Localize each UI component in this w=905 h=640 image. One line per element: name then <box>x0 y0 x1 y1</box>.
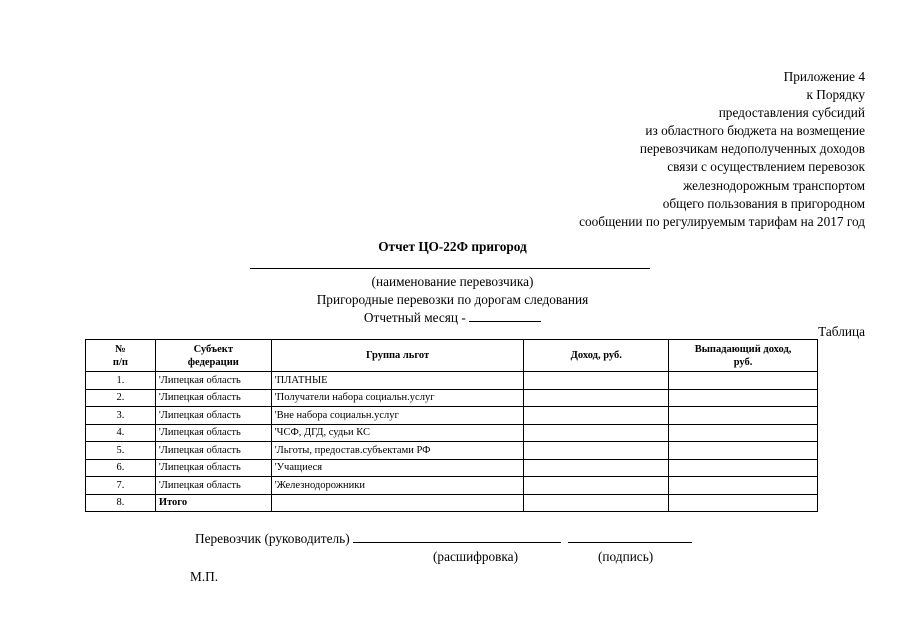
report-title: Отчет ЦО-22Ф пригород <box>378 239 527 254</box>
month-label: Отчетный месяц - <box>363 310 466 325</box>
cell-lost-income <box>669 494 818 512</box>
stamp-label: М.П. <box>190 569 219 584</box>
cell-income <box>524 372 669 390</box>
appendix-line: сообщении по регулируемым тарифам на 2017 год <box>579 213 865 229</box>
cell-group: 'Вне набора социальн.услуг <box>271 407 524 425</box>
cell-subject: 'Липецкая область <box>155 477 271 495</box>
report-subtitle: Пригородные перевозки по дорогам следования <box>316 292 589 307</box>
cell-income <box>524 424 669 442</box>
carrier-caption: (наименование перевозчика) <box>371 274 534 289</box>
table-header-row <box>86 340 818 372</box>
appendix-block <box>579 68 865 231</box>
table-total-row <box>86 494 818 512</box>
cell-num: 5. <box>86 442 156 460</box>
month-blank-line <box>469 309 541 322</box>
carrier-name-line <box>250 268 650 269</box>
cell-subject: 'Липецкая область <box>155 459 271 477</box>
cell-lost-income <box>669 372 818 390</box>
cell-num: 2. <box>86 389 156 407</box>
cell-num: 6. <box>86 459 156 477</box>
cell-income <box>524 477 669 495</box>
cell-lost-income <box>669 424 818 442</box>
header-lost-income: Выпадающий доход, руб. <box>669 340 818 372</box>
cell-lost-income <box>669 407 818 425</box>
cell-income <box>524 389 669 407</box>
sign-line <box>568 530 692 543</box>
table-row <box>86 424 818 442</box>
cell-num: 3. <box>86 407 156 425</box>
cell-num: 8. <box>86 494 156 512</box>
cell-group: 'Учащиеся <box>271 459 524 477</box>
table-row <box>86 407 818 425</box>
cell-group: 'Железнодорожники <box>271 477 524 495</box>
cell-subject: 'Липецкая область <box>155 407 271 425</box>
cell-num: 4. <box>86 424 156 442</box>
cell-income <box>524 459 669 477</box>
appendix-line: предоставления субсидий <box>718 105 865 121</box>
table-row <box>86 389 818 407</box>
decode-line <box>353 530 561 543</box>
cell-income <box>524 442 669 460</box>
sign-caption: (подпись) <box>598 549 654 564</box>
cell-group: 'ПЛАТНЫЕ <box>271 372 524 390</box>
header-num: № п/п <box>86 340 156 372</box>
appendix-line: связи с осуществлением перевозок <box>667 159 865 175</box>
cell-lost-income <box>669 389 818 407</box>
signature-row <box>195 530 692 547</box>
cell-subject: 'Липецкая область <box>155 372 271 390</box>
header-group: Группа льгот <box>271 340 524 372</box>
cell-income <box>524 494 669 512</box>
appendix-line: из областного бюджета на возмещение <box>645 123 865 139</box>
header-subject: Субъект федерации <box>155 340 271 372</box>
cell-total-label: Итого <box>155 494 271 512</box>
cell-lost-income <box>669 459 818 477</box>
cell-subject: 'Липецкая область <box>155 424 271 442</box>
decode-caption: (расшифровка) <box>433 549 519 564</box>
table-row <box>86 442 818 460</box>
cell-num: 7. <box>86 477 156 495</box>
cell-lost-income <box>669 442 818 460</box>
cell-group: 'Получатели набора социальн.услуг <box>271 389 524 407</box>
appendix-line: железнодорожным транспортом <box>683 177 865 193</box>
table-row <box>86 459 818 477</box>
table-caption: Таблица <box>818 324 865 339</box>
table-row <box>86 372 818 390</box>
table-row <box>86 477 818 495</box>
cell-subject: 'Липецкая область <box>155 442 271 460</box>
cell-group <box>271 494 524 512</box>
header-income: Доход, руб. <box>524 340 669 372</box>
appendix-line: общего пользования в пригородном <box>662 195 865 211</box>
appendix-line: к Порядку <box>806 87 865 103</box>
carrier-label: Перевозчик (руководитель) <box>195 531 350 546</box>
cell-group: 'ЧСФ, ДГД, судьи КС <box>271 424 524 442</box>
cell-group: 'Льготы, предостав.субъектами РФ <box>271 442 524 460</box>
month-row <box>0 309 905 327</box>
appendix-line: перевозчикам недополученных доходов <box>639 141 865 157</box>
cell-income <box>524 407 669 425</box>
benefits-table <box>85 339 818 512</box>
appendix-line: Приложение 4 <box>783 69 865 84</box>
cell-lost-income <box>669 477 818 495</box>
cell-num: 1. <box>86 372 156 390</box>
cell-subject: 'Липецкая область <box>155 389 271 407</box>
